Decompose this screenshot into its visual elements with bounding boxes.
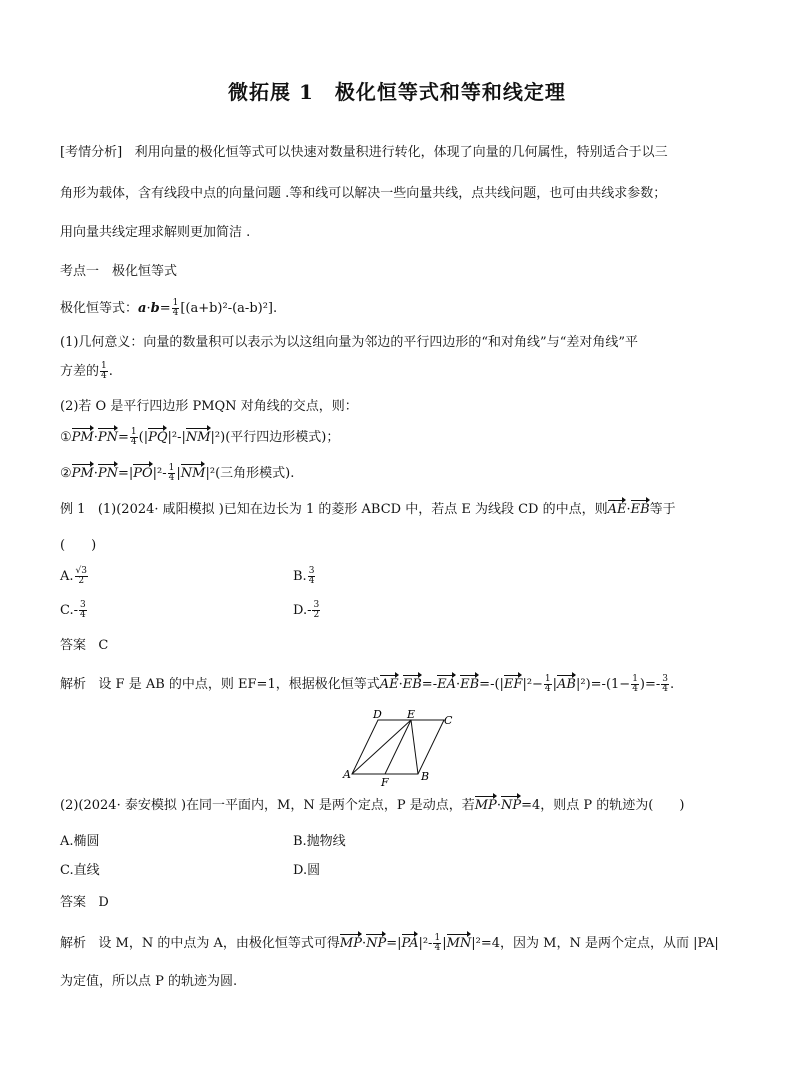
item2-text: (2)若 O 是平行四边形 PMQN 对角线的交点，则： [60,399,358,414]
example2-analysis-1: 解析 设 M，N 的中点为 A，由极化恒等式可得MP·NP=|PA|²- $\frac{1}{4}$ |MN|²=4，因为 M，N 是两个定点，从而 |PA| [60,933,719,953]
label-e: E [407,708,416,721]
section-heading-polarization: 考点一 极化恒等式 [60,264,178,279]
segment-ef [385,720,411,774]
example-label: 例 1 [60,502,86,517]
triangle-mode: ②PM·PN=|PO|²- $\frac{1}{4}$ |NM|²(三角形模式). [60,463,295,483]
option-c: C.- $\frac{3}{4}$ [60,600,86,620]
meaning-line-1: (1)几何意义：向量的数量积可以表示为以这组向量为邻边的平行四边形的“和对角线”与“差对角线”平 [60,335,638,350]
example1-answer: 答案 C [60,638,109,653]
example2-question: (2)(2024· 泰安模拟 )在同一平面内，M，N 是两个定点，P 是动点，若MP·NP=4，则点 P 的轨迹为( ) [60,798,685,813]
intro-tag: [考情分析] [60,145,123,160]
example1-analysis: 解析 设 F 是 AB 的中点，则 EF=1，根据极化恒等式AE·EB=-EA·EB=-(|EF|²− $\frac{1}{4}$ |AB|²)=-(1− $\frac{1}{4}$ )=- $\frac{3}{4}$ . [60,674,675,694]
option-b-2: B.抛物线 [293,834,346,849]
example2-answer: 答案 D [60,895,109,910]
option-d: D.- $\frac{3}{2}$ [293,600,320,620]
option-a-2: A.椭圆 [60,834,100,849]
example1-paren: ( ) [60,538,97,553]
label-f: F [381,776,389,788]
option-a: A. $\frac{√3}{2}$ [60,566,87,586]
polarization-formula: 极化恒等式：a·b= $\frac{1}{4}$ [(a+b)²-(a-b)²]. [60,298,278,318]
fraction-quarter: $\frac{1}{4}$ [172,298,179,318]
formula-label: 极化恒等式： [60,301,139,316]
page-title: 微拓展 1 极化恒等式和等和线定理 [228,80,566,104]
segment-eb [411,720,418,774]
label-d: D [373,708,382,721]
option-b: B. $\frac{3}{4}$ [293,566,315,586]
segment-ae [352,720,411,774]
label-b: B [421,770,430,783]
answer-value-2: D [98,895,109,910]
option-c-2: C.直线 [60,863,100,878]
example2-analysis-2: 为定值，所以点 P 的轨迹为圆. [60,974,238,989]
intro-line-1 [60,144,668,162]
label-c: C [444,714,453,727]
intro-line-2: 角形为载体，含有线段中点的向量问题 .等和线可以解决一些向量共线，点共线问题，也可由共线求参数； [60,186,667,201]
meaning-line-2: 方差的 $\frac{1}{4}$ . [60,361,113,381]
example1-question: 例 1 (1)(2024· 咸阳模拟 )已知在边长为 1 的菱形 ABCD 中，若点 E 为线段 CD 的中点，则AE·EB等于 [60,502,676,517]
label-a: A [343,768,351,781]
intro-line-3: 用向量共线定理求解则更加简洁 . [60,225,251,240]
rhombus-figure [340,708,460,788]
parallelogram-mode: ①PM·PN= $\frac{1}{4}$ (|PQ|²-|NM|²)(平行四边形模式)； [60,427,340,447]
answer-value: C [98,638,109,653]
option-d-2: D.圆 [293,863,321,878]
formula-rest: [(a+b)²-(a-b)²]. [180,301,278,316]
intro-text-1: 利用向量的极化恒等式可以快速对数量积进行转化，体现了向量的几何属性，特别适合于以三 [134,145,668,160]
